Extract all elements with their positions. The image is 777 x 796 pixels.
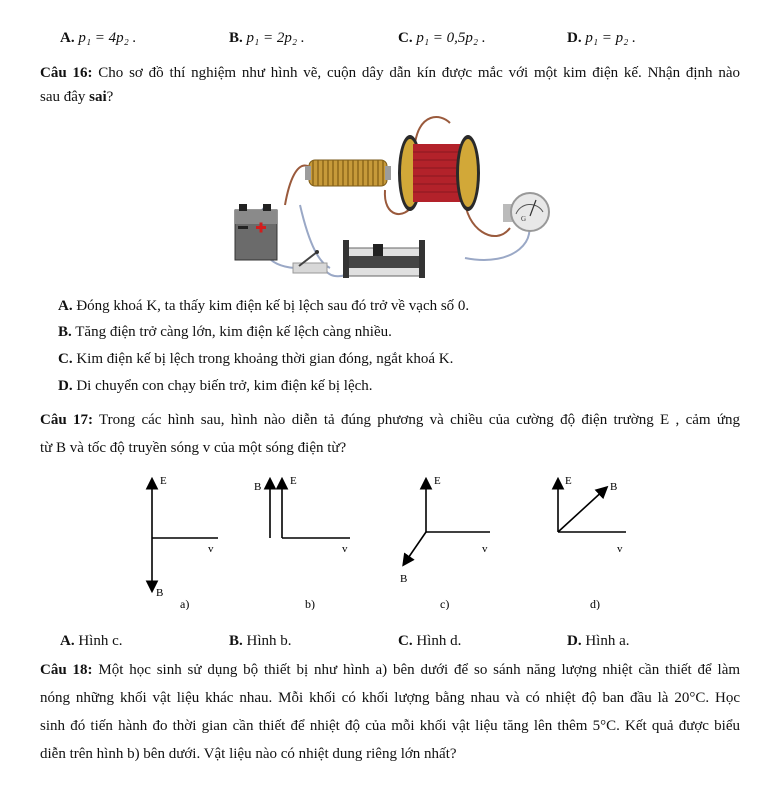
option-text: p₁ = 0,5p₂ . <box>416 30 486 46</box>
slider <box>373 244 383 256</box>
stem-text: diễn trên hình b) bên dưới. Vật liệu nào có nhiệt dung riêng lớn nhất? <box>40 746 457 762</box>
option-text: Di chuyển con chạy biến trở, kim điện kế bị lệch. <box>76 378 373 394</box>
q16-option-d[interactable] <box>58 378 373 395</box>
q16-stem-line2 <box>40 87 740 107</box>
q17-option-b[interactable] <box>229 633 292 650</box>
q15-option-c[interactable] <box>398 30 486 47</box>
label-b: B <box>610 481 618 493</box>
minus-sign <box>238 226 248 229</box>
rheostat <box>343 240 425 278</box>
option-text: Hình c. <box>78 633 123 649</box>
option-letter: C. <box>58 351 73 367</box>
label-v: v <box>208 543 214 555</box>
label-b: B <box>400 573 408 585</box>
secondary-coil <box>398 135 480 211</box>
option-letter: A. <box>60 30 75 46</box>
figure-c <box>400 475 490 585</box>
galvanometer <box>503 193 549 231</box>
q17-figures <box>140 470 640 610</box>
label-b: B <box>254 481 262 493</box>
emphasis-word: sai <box>89 89 107 105</box>
q16-option-a[interactable] <box>58 298 469 315</box>
label-v: v <box>617 543 623 555</box>
q15-option-a[interactable] <box>60 30 136 47</box>
q16-option-b[interactable] <box>58 324 392 341</box>
option-text: p₁ = 4p₂ . <box>78 30 137 46</box>
q18-line4 <box>40 744 740 764</box>
label-e: E <box>434 475 441 487</box>
option-letter: C. <box>398 30 413 46</box>
caption-d: d) <box>590 597 600 610</box>
stem-text: sinh đó tiến hành đo thời gian cần thiết để nhiệt độ của mỗi khối vật liệu tăng lên thêm 5°C. Kết quả được biểu <box>40 718 740 734</box>
stem-text: Một học sinh sử dụng bộ thiết bị như hình a) bên dưới để so sánh năng lượng nhiệt cần thiết để làm <box>98 662 741 678</box>
q17-stem-line1 <box>40 410 740 430</box>
figure-b <box>254 475 350 555</box>
option-letter: D. <box>567 633 582 649</box>
stem-text: sau đây <box>40 89 90 105</box>
label-b: B <box>156 587 164 599</box>
stem-text: ? <box>106 89 114 105</box>
q16-experiment-figure <box>225 108 565 288</box>
question-label: Câu 18: <box>40 662 93 678</box>
wire <box>415 117 450 143</box>
label-v: v <box>342 543 348 555</box>
q17-option-d[interactable] <box>567 633 630 650</box>
caption-a: a) <box>180 597 190 610</box>
option-text: Hình d. <box>416 633 462 649</box>
q17-option-c[interactable] <box>398 633 461 650</box>
battery <box>235 204 277 260</box>
q15-option-b[interactable] <box>229 30 305 47</box>
option-letter: B. <box>229 633 243 649</box>
gauge-label: G <box>521 215 527 223</box>
option-text: Hình a. <box>585 633 630 649</box>
option-text: p₁ = p₂ . <box>585 30 636 46</box>
option-letter: D. <box>58 378 73 394</box>
stem-text: nóng những khối vật liệu khác nhau. Mỗi khối có khối lượng bằng nhau và có nhiệt độ ban đầu là 20°C. Học <box>40 690 740 706</box>
wire <box>300 205 330 268</box>
q17-stem-line2 <box>40 438 740 458</box>
caption-b: b) <box>305 597 315 610</box>
option-letter: D. <box>567 30 582 46</box>
label-v: v <box>482 543 488 555</box>
q17-option-a[interactable] <box>60 633 123 650</box>
q15-option-d[interactable] <box>567 30 636 47</box>
label-e: E <box>565 475 572 487</box>
option-text: p₁ = 2p₂ . <box>246 30 305 46</box>
option-text: Tăng điện trở càng lớn, kim điện kế lệch càng nhiều. <box>75 324 392 340</box>
q18-line2 <box>40 688 740 708</box>
option-text: Đóng khoá K, ta thấy kim điện kế bị lệch sau đó trở về vạch số 0. <box>76 298 470 314</box>
stem-text: Trong các hình sau, hình nào diễn tả đúng phương và chiều của cường độ điện trường E , cảm ứng <box>99 412 741 428</box>
question-label: Câu 17: <box>40 412 93 428</box>
question-label: Câu 16: <box>40 65 93 81</box>
q18-line1 <box>40 660 740 680</box>
label-e: E <box>290 475 297 487</box>
option-letter: A. <box>58 298 73 314</box>
figure-d <box>558 475 626 555</box>
q16-option-c[interactable] <box>58 351 453 368</box>
option-letter: B. <box>58 324 72 340</box>
primary-coil <box>305 160 391 186</box>
option-letter: C. <box>398 633 413 649</box>
vector-b-arrow <box>404 532 426 564</box>
caption-c: c) <box>440 597 450 610</box>
q16-stem-line1 <box>40 63 740 83</box>
figure-a <box>152 475 218 599</box>
vector-b-arrow <box>558 488 606 532</box>
stem-text: từ B và tốc độ truyền sóng v của một sóng điện từ? <box>40 440 347 456</box>
q18-line3 <box>40 716 740 736</box>
option-letter: A. <box>60 633 75 649</box>
option-letter: B. <box>229 30 243 46</box>
label-e: E <box>160 475 167 487</box>
option-text: Hình b. <box>246 633 292 649</box>
option-text: Kim điện kế bị lệch trong khoảng thời gian đóng, ngắt khoá K. <box>76 351 454 367</box>
stem-text: Cho sơ đồ thí nghiệm như hình vẽ, cuộn dây dẫn kín được mắc với một kim điện kế. Nhận định nào <box>98 65 741 81</box>
